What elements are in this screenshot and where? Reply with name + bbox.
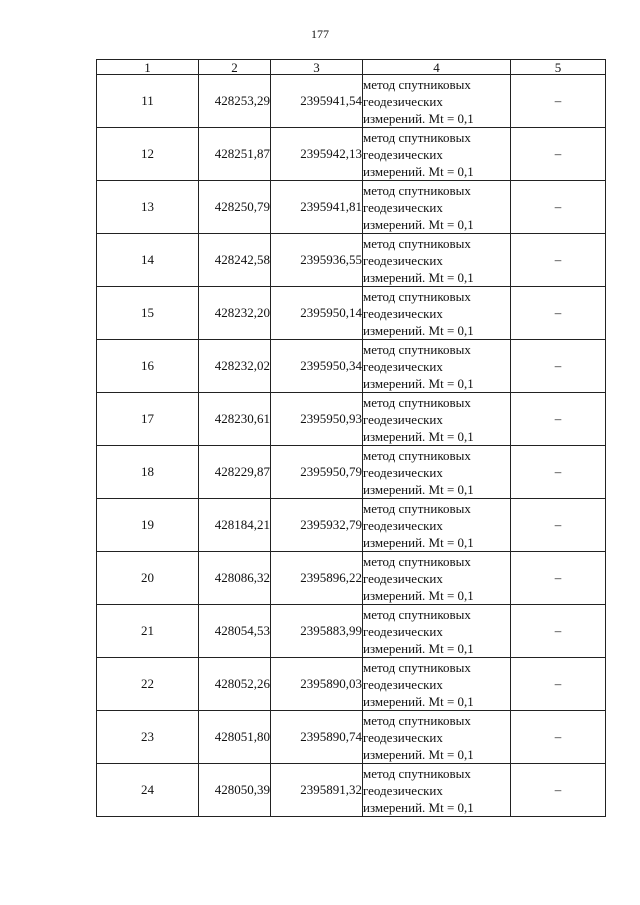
table-row — [97, 181, 606, 234]
method-line: метод спутниковых — [363, 606, 471, 622]
coord-y: 2395883,99 — [271, 605, 363, 658]
description-cell: – — [511, 393, 606, 446]
coord-y: 2395890,74 — [271, 711, 363, 764]
coord-x: 428232,02 — [199, 340, 271, 393]
description-cell: – — [511, 605, 606, 658]
method-line: геодезических — [363, 305, 443, 321]
method-line: геодезических — [363, 411, 443, 427]
coord-y: 2395950,14 — [271, 287, 363, 340]
method-line: метод спутниковых — [363, 659, 471, 675]
description-cell: – — [511, 128, 606, 181]
coord-y: 2395941,54 — [271, 75, 363, 128]
coord-x: 428232,20 — [199, 287, 271, 340]
coordinates-table — [96, 59, 606, 817]
description-cell: – — [511, 234, 606, 287]
method-line: метод спутниковых — [363, 76, 471, 92]
method-line: измерений. Mt = 0,1 — [363, 375, 474, 391]
table-row — [97, 234, 606, 287]
coord-y: 2395942,13 — [271, 128, 363, 181]
coord-y: 2395896,22 — [271, 552, 363, 605]
coord-x: 428242,58 — [199, 234, 271, 287]
coord-x: 428086,32 — [199, 552, 271, 605]
coord-y: 2395890,03 — [271, 658, 363, 711]
table-row — [97, 764, 606, 817]
coord-x: 428253,29 — [199, 75, 271, 128]
point-number: 19 — [97, 499, 199, 552]
method-line: геодезических — [363, 782, 443, 798]
method-line: метод спутниковых — [363, 765, 471, 781]
description-cell: – — [511, 340, 606, 393]
coord-x: 428051,80 — [199, 711, 271, 764]
method-line: измерений. Mt = 0,1 — [363, 640, 474, 656]
method-line: геодезических — [363, 729, 443, 745]
method-cell — [363, 499, 511, 552]
coord-x: 428054,53 — [199, 605, 271, 658]
method-cell — [363, 340, 511, 393]
description-cell: – — [511, 181, 606, 234]
method-line: измерений. Mt = 0,1 — [363, 587, 474, 603]
table-row — [97, 287, 606, 340]
point-number: 20 — [97, 552, 199, 605]
point-number: 18 — [97, 446, 199, 499]
header-row — [97, 60, 606, 75]
method-line: геодезических — [363, 199, 443, 215]
method-line: геодезических — [363, 252, 443, 268]
method-cell — [363, 605, 511, 658]
point-number: 11 — [97, 75, 199, 128]
method-line: измерений. Mt = 0,1 — [363, 799, 474, 815]
method-cell — [363, 446, 511, 499]
description-cell: – — [511, 711, 606, 764]
method-line: метод спутниковых — [363, 288, 471, 304]
table-row — [97, 711, 606, 764]
method-cell — [363, 764, 511, 817]
coord-x: 428229,87 — [199, 446, 271, 499]
method-line: измерений. Mt = 0,1 — [363, 428, 474, 444]
coord-y: 2395891,32 — [271, 764, 363, 817]
description-cell: – — [511, 75, 606, 128]
table-row — [97, 393, 606, 446]
point-number: 23 — [97, 711, 199, 764]
coord-x: 428050,39 — [199, 764, 271, 817]
method-cell — [363, 393, 511, 446]
table-row — [97, 340, 606, 393]
method-cell — [363, 75, 511, 128]
point-number: 21 — [97, 605, 199, 658]
method-line: геодезических — [363, 464, 443, 480]
point-number: 24 — [97, 764, 199, 817]
coord-y: 2395950,93 — [271, 393, 363, 446]
method-line: метод спутниковых — [363, 129, 471, 145]
coord-y: 2395941,81 — [271, 181, 363, 234]
table-row — [97, 128, 606, 181]
method-line: геодезических — [363, 676, 443, 692]
description-cell: – — [511, 287, 606, 340]
header-cell: 5 — [511, 60, 606, 75]
point-number: 14 — [97, 234, 199, 287]
method-line: метод спутниковых — [363, 553, 471, 569]
description-cell: – — [511, 552, 606, 605]
table-row — [97, 446, 606, 499]
header-cell: 4 — [363, 60, 511, 75]
method-line: метод спутниковых — [363, 394, 471, 410]
method-cell — [363, 658, 511, 711]
method-line: геодезических — [363, 146, 443, 162]
method-line: метод спутниковых — [363, 447, 471, 463]
method-line: метод спутниковых — [363, 235, 471, 251]
method-line: измерений. Mt = 0,1 — [363, 746, 474, 762]
method-line: геодезических — [363, 623, 443, 639]
method-line: метод спутниковых — [363, 182, 471, 198]
description-cell: – — [511, 446, 606, 499]
method-line: метод спутниковых — [363, 712, 471, 728]
method-line: измерений. Mt = 0,1 — [363, 163, 474, 179]
page-number: 177 — [311, 27, 329, 41]
table-row — [97, 605, 606, 658]
method-line: измерений. Mt = 0,1 — [363, 693, 474, 709]
method-line: измерений. Mt = 0,1 — [363, 216, 474, 232]
method-line: измерений. Mt = 0,1 — [363, 534, 474, 550]
point-number: 17 — [97, 393, 199, 446]
description-cell: – — [511, 658, 606, 711]
method-cell — [363, 552, 511, 605]
method-line: измерений. Mt = 0,1 — [363, 481, 474, 497]
method-line: геодезических — [363, 570, 443, 586]
method-line: геодезических — [363, 517, 443, 533]
method-cell — [363, 287, 511, 340]
method-line: измерений. Mt = 0,1 — [363, 269, 474, 285]
point-number: 12 — [97, 128, 199, 181]
point-number: 16 — [97, 340, 199, 393]
description-cell: – — [511, 764, 606, 817]
method-line: измерений. Mt = 0,1 — [363, 110, 474, 126]
method-cell — [363, 711, 511, 764]
coord-x: 428250,79 — [199, 181, 271, 234]
header-cell: 3 — [271, 60, 363, 75]
coord-x: 428230,61 — [199, 393, 271, 446]
point-number: 22 — [97, 658, 199, 711]
point-number: 15 — [97, 287, 199, 340]
coord-x: 428184,21 — [199, 499, 271, 552]
table-row — [97, 552, 606, 605]
table-row — [97, 658, 606, 711]
table-row — [97, 499, 606, 552]
table-row — [97, 75, 606, 128]
method-cell — [363, 181, 511, 234]
coord-y: 2395950,34 — [271, 340, 363, 393]
header-cell: 1 — [97, 60, 199, 75]
point-number: 13 — [97, 181, 199, 234]
method-line: метод спутниковых — [363, 500, 471, 516]
coord-y: 2395932,79 — [271, 499, 363, 552]
method-line: геодезических — [363, 93, 443, 109]
method-line: геодезических — [363, 358, 443, 374]
coord-y: 2395950,79 — [271, 446, 363, 499]
coord-y: 2395936,55 — [271, 234, 363, 287]
description-cell: – — [511, 499, 606, 552]
header-cell: 2 — [199, 60, 271, 75]
method-line: метод спутниковых — [363, 341, 471, 357]
coord-x: 428052,26 — [199, 658, 271, 711]
method-cell — [363, 234, 511, 287]
method-cell — [363, 128, 511, 181]
coord-x: 428251,87 — [199, 128, 271, 181]
method-line: измерений. Mt = 0,1 — [363, 322, 474, 338]
